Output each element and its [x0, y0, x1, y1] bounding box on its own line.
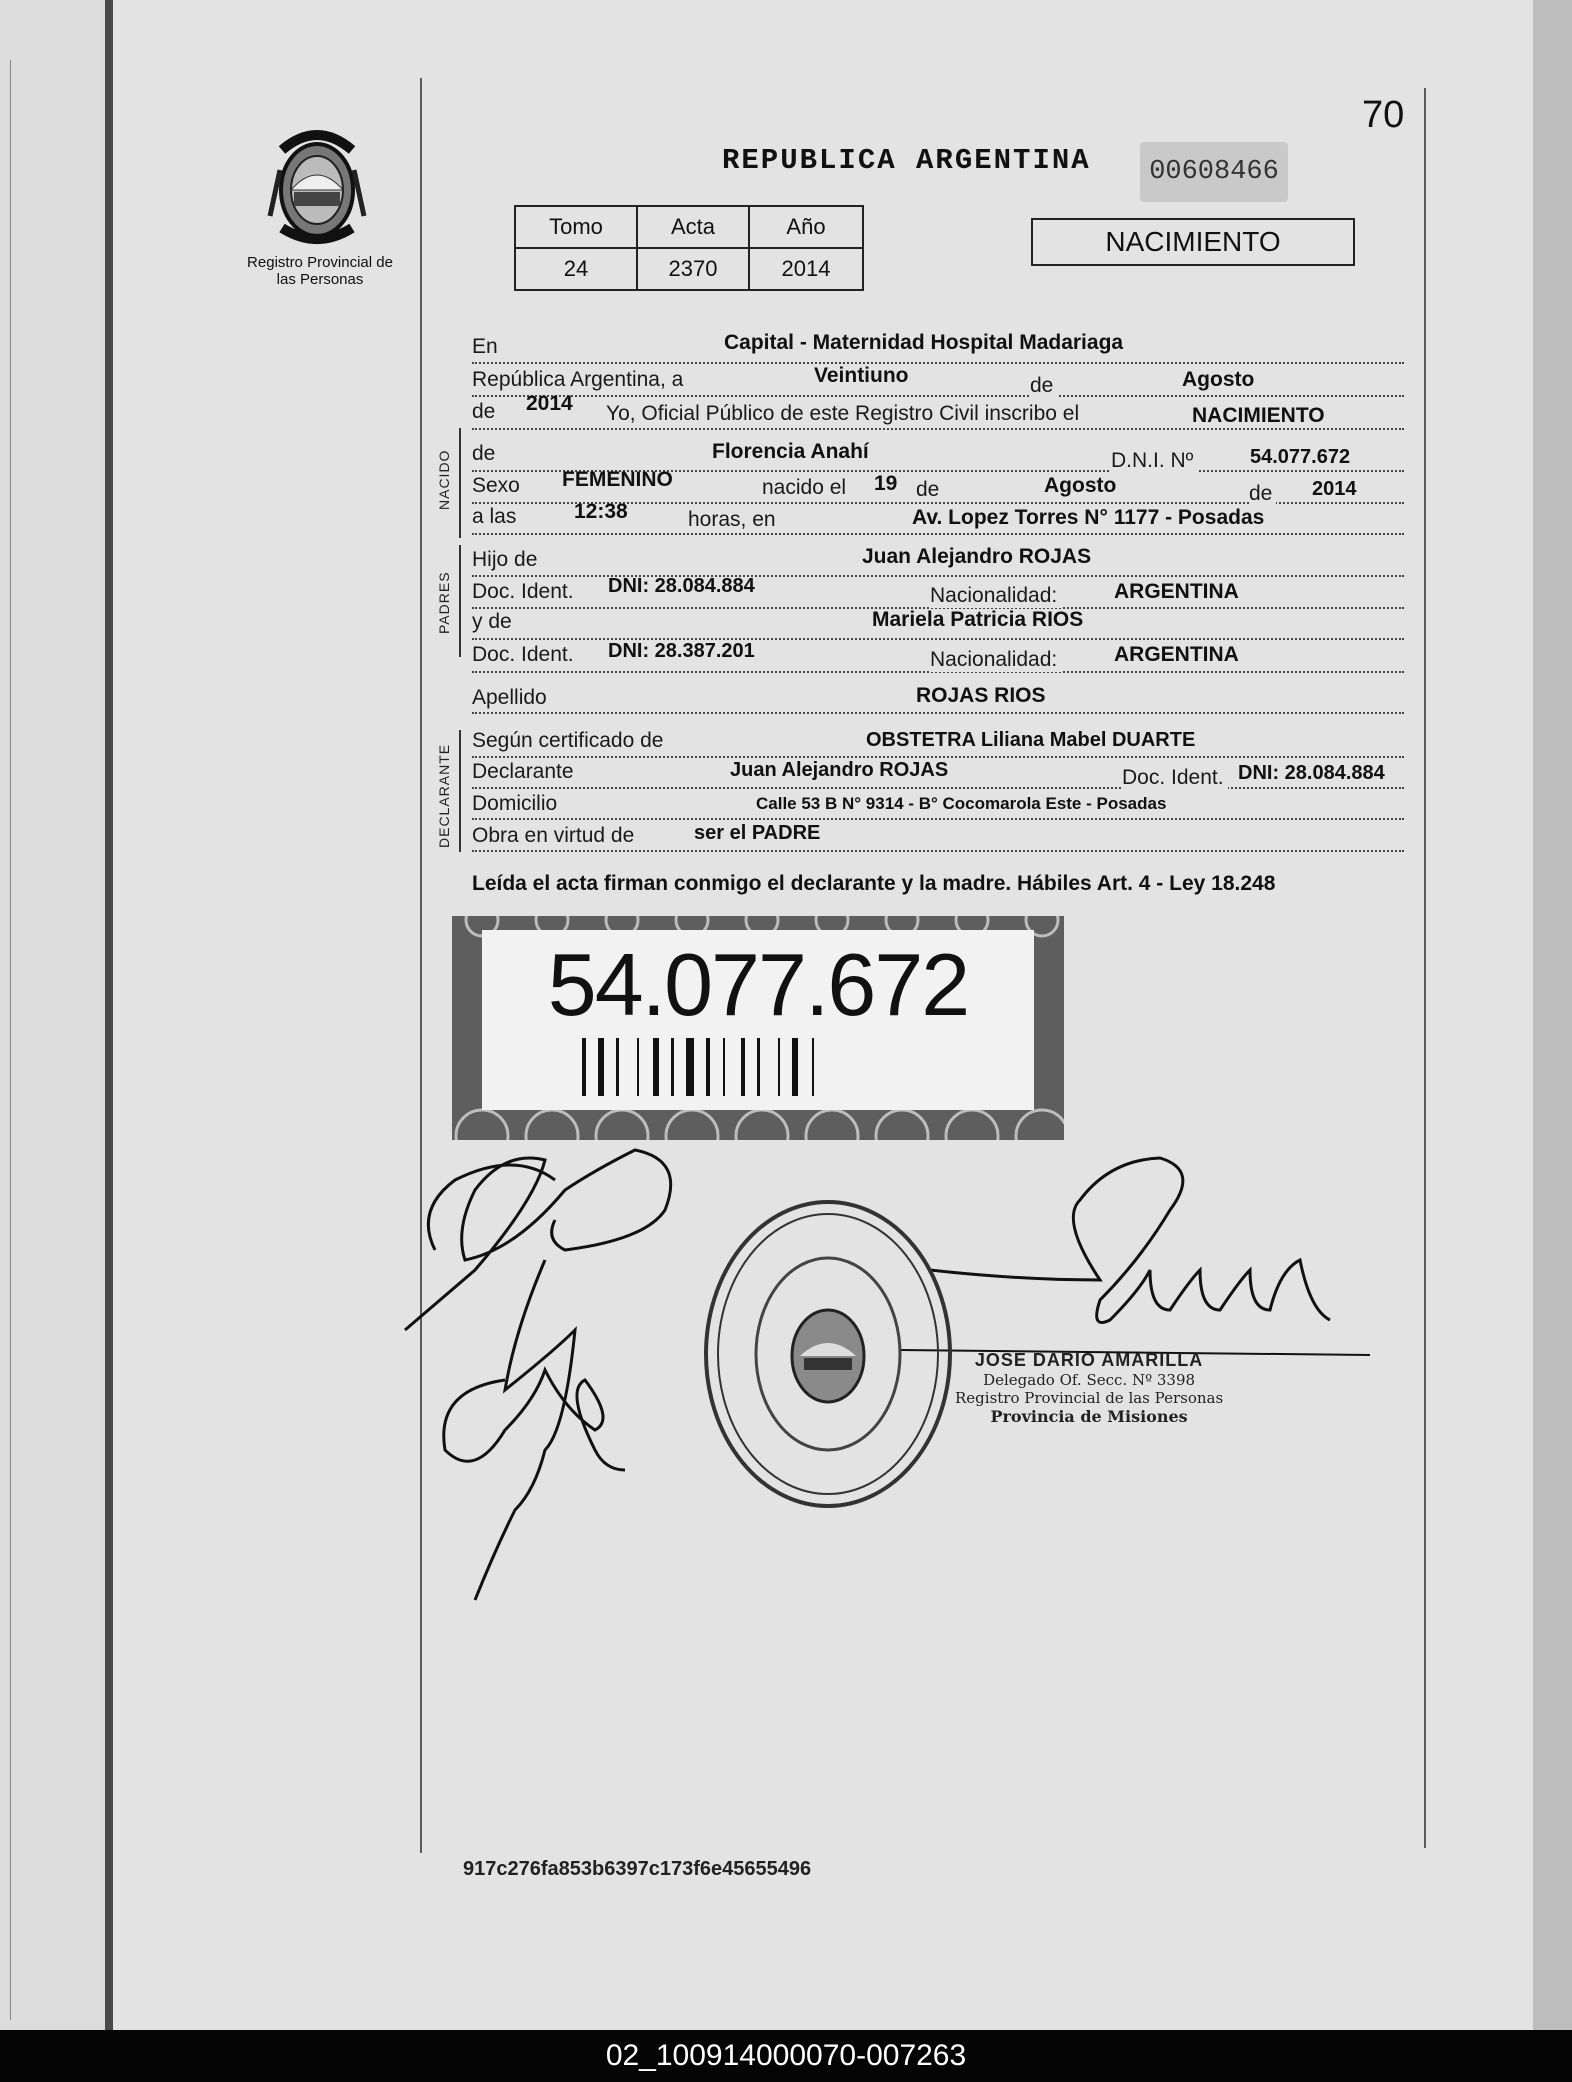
value-dni: 54.077.672: [1250, 446, 1351, 468]
registry-label: Registro Provincial de las Personas: [247, 254, 393, 288]
value-declarante-doc: DNI: 28.084.884: [1238, 762, 1385, 784]
record-type: NACIMIENTO: [1031, 218, 1355, 266]
label-declarante: Declarante: [472, 760, 578, 784]
value-padre: Juan Alejandro ROJAS: [862, 545, 1092, 568]
adjacent-page-left: [0, 0, 105, 2030]
misiones-emblem-icon: [262, 120, 372, 255]
value-nac-dia: 19: [874, 472, 898, 495]
document-hash: 917c276fa853b6397c173f6e45655496: [463, 1858, 812, 1880]
serial-number: 00608466: [1140, 142, 1288, 202]
label-a-las: a las: [472, 505, 520, 529]
label-nacionalidad-1: Nacionalidad:: [930, 584, 1061, 608]
value-nac-anio: 2014: [1312, 478, 1357, 500]
value-lugar-nac: Av. Lopez Torres N° 1177 - Posadas: [912, 506, 1265, 529]
value-hora: 12:38: [574, 500, 628, 523]
barcode-bar: [741, 1038, 745, 1096]
adjacent-page-right: [1533, 0, 1572, 2030]
record-table: [514, 205, 864, 291]
acta-value: 2370: [637, 248, 749, 290]
label-domicilio: Domicilio: [472, 792, 561, 816]
label-de-anio: de: [472, 400, 499, 424]
barcode-bar: [637, 1038, 639, 1096]
value-mes: Agosto: [1182, 368, 1255, 391]
signature-declarante-icon: [395, 1130, 705, 1620]
label-segun: Según certificado de: [472, 729, 667, 753]
value-madre-nac: ARGENTINA: [1114, 643, 1239, 666]
acta-label: Acta: [637, 206, 749, 248]
label-dni: D.N.I. Nº: [1111, 449, 1197, 473]
value-declarante: Juan Alejandro ROJAS: [730, 759, 949, 781]
value-dia: Veintiuno: [814, 364, 909, 387]
signature-official-icon: [900, 1150, 1380, 1370]
tomo-label: Tomo: [515, 206, 637, 248]
value-nac-mes: Agosto: [1044, 474, 1117, 497]
barcode-icon: [582, 1038, 934, 1096]
value-lugar: Capital - Maternidad Hospital Madariaga: [724, 331, 1124, 354]
label-en: En: [472, 335, 502, 359]
barcode-bar: [812, 1038, 814, 1096]
barcode-bar: [792, 1038, 798, 1096]
barcode-bar: [706, 1038, 710, 1096]
section-padres: PADRES: [436, 571, 452, 634]
value-padre-doc: DNI: 28.084.884: [608, 575, 755, 597]
label-horas-en: horas, en: [688, 508, 780, 532]
barcode-bar: [723, 1038, 725, 1096]
signatory-role: Delegado Of. Secc. Nº 3398: [983, 1371, 1196, 1389]
barcode-bar: [653, 1038, 659, 1096]
value-domicilio: Calle 53 B N° 9314 - B° Cocomarola Este - Posadas: [756, 794, 1167, 813]
label-de-nac-mes: de: [916, 478, 943, 502]
label-de-nombre: de: [472, 442, 499, 466]
signatory-block: [955, 1350, 1223, 1426]
barcode-bar: [582, 1038, 586, 1096]
tomo-value: 24: [515, 248, 637, 290]
value-madre: Mariela Patricia RIOS: [872, 608, 1084, 631]
label-nacido-el: nacido el: [762, 476, 850, 500]
barcode-bar: [686, 1038, 694, 1096]
barcode-bar: [778, 1038, 780, 1096]
closing-statement: Leída el acta firman conmigo el declarante y la madre. Hábiles Art. 4 - Ley 18.248: [472, 872, 1276, 895]
label-obra: Obra en virtud de: [472, 824, 638, 848]
value-certificado: OBSTETRA Liliana Mabel DUARTE: [866, 729, 1196, 751]
label-doc-ident-2: Doc. Ident.: [472, 643, 578, 667]
label-nacionalidad-2: Nacionalidad:: [930, 648, 1061, 672]
signatory-name: JOSE DARIO AMARILLA: [974, 1350, 1204, 1370]
label-y-de: y de: [472, 610, 516, 634]
barcode-bar: [671, 1038, 674, 1096]
signatory-registry: Registro Provincial de las Personas: [955, 1389, 1224, 1407]
value-nombre: Florencia Anahí: [712, 440, 869, 463]
section-declarante: DECLARANTE: [436, 743, 452, 848]
value-apellido: ROJAS RIOS: [916, 684, 1046, 707]
anio-value: 2014: [749, 248, 863, 290]
label-sexo: Sexo: [472, 474, 524, 498]
value-obra: ser el PADRE: [694, 822, 821, 844]
signatory-province: Provincia de Misiones: [990, 1407, 1188, 1426]
label-apellido: Apellido: [472, 686, 551, 710]
dni-sticker: [452, 916, 1064, 1140]
label-doc-ident-decl: Doc. Ident.: [1122, 766, 1228, 790]
value-sexo: FEMENINO: [562, 468, 673, 491]
value-acto: NACIMIENTO: [1192, 404, 1325, 427]
label-doc-ident-1: Doc. Ident.: [472, 580, 578, 604]
barcode-bar: [757, 1038, 760, 1096]
section-nacido: NACIDO: [436, 449, 452, 510]
sticker-number: 54.077.672: [547, 935, 969, 1034]
barcode-bar: [616, 1038, 619, 1096]
value-padre-nac: ARGENTINA: [1114, 580, 1239, 603]
label-hijo-de: Hijo de: [472, 548, 541, 572]
value-anio: 2014: [526, 392, 573, 415]
label-de-mes: de: [1030, 374, 1057, 398]
label-oficial: Yo, Oficial Público de este Registro Civil inscribo el: [606, 402, 1083, 426]
barcode-bar: [598, 1038, 604, 1096]
anio-label: Año: [749, 206, 863, 248]
label-de-nac-anio: de: [1249, 482, 1276, 506]
country-title: REPUBLICA ARGENTINA: [722, 144, 1091, 177]
value-madre-doc: DNI: 28.387.201: [608, 640, 755, 662]
page-number: 70: [1362, 94, 1405, 136]
official-stamp-icon: [700, 1196, 956, 1517]
label-republica: República Argentina, a: [472, 368, 687, 392]
footer-id: 02_100914000070-007263: [0, 2030, 1572, 2082]
